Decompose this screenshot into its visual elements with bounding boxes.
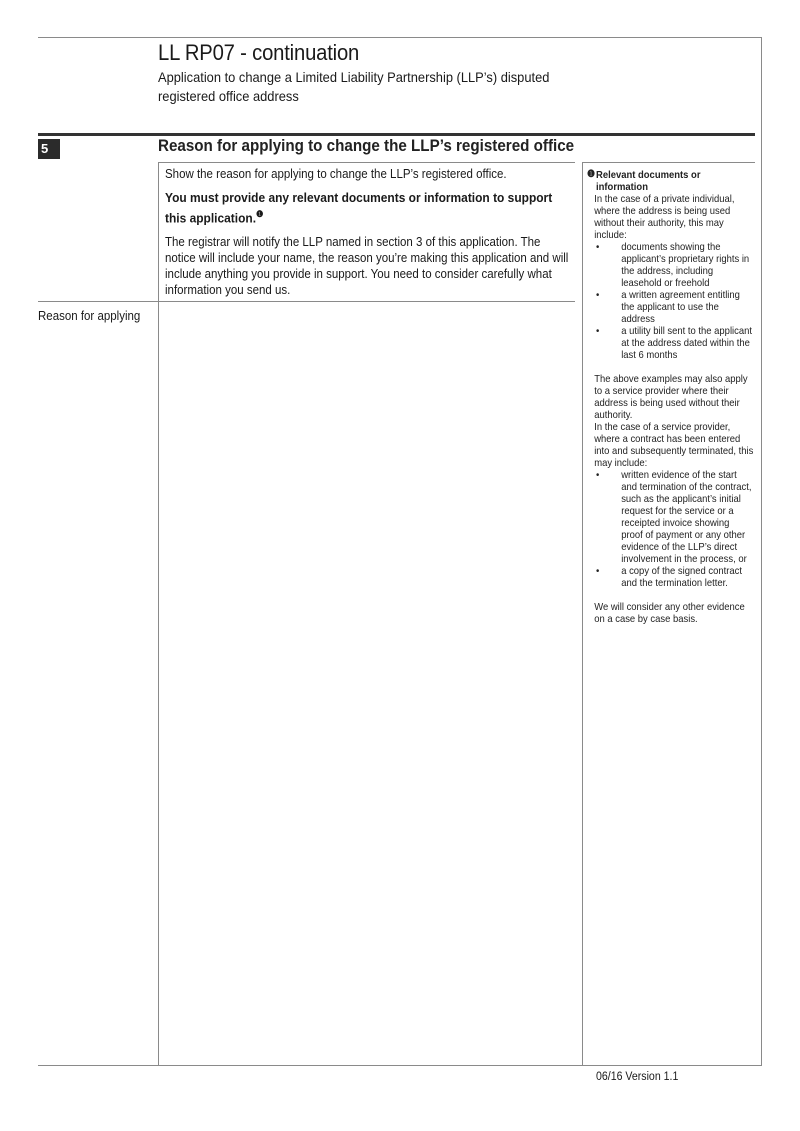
guidance-box-left	[582, 162, 583, 1066]
version-label: 06/16 Version 1.1	[596, 1071, 679, 1083]
instruction-line: Show the reason for applying to change the LLP’s registered office.	[165, 167, 507, 181]
guidance-heading	[587, 169, 754, 193]
frame-top-border	[38, 37, 761, 38]
provider-evidence-list	[594, 469, 753, 589]
guidance-closing: We will consider any other evidence on a case by case basis.	[594, 601, 745, 625]
individual-evidence-list	[594, 241, 753, 361]
instruction-box-left	[158, 162, 159, 1066]
bullet-icon: •	[596, 565, 600, 577]
instruction-box-top	[158, 162, 575, 163]
service-provider-intro: In the case of a service provider, where a contract has been entered into and subsequently terminated, this may include:	[594, 421, 754, 469]
section-number-badge: 5	[38, 139, 60, 159]
list-item: • written evidence of the start and termination of the contract, such as the applicant’s initial request for the service or a receipted invoice showing proof of payment or any other evidence of the LLP’s direct involvement in the process, or	[596, 469, 752, 565]
form-title: LL RP07 - continuation	[158, 40, 360, 65]
section-title: Reason for applying to change the LLP’s registered office	[158, 137, 575, 155]
list-item: • documents showing the applicant’s proprietary rights in the address, including leasehold or freehold	[596, 241, 750, 289]
guidance-body	[587, 193, 754, 625]
form-subtitle-line-2: registered office address	[158, 88, 299, 104]
bullet-icon: •	[596, 325, 600, 337]
section-divider	[38, 133, 755, 136]
reason-for-applying-input[interactable]	[160, 303, 574, 1063]
info-icon: ❶	[587, 169, 596, 180]
bullet-icon: •	[596, 289, 600, 301]
list-item: • a utility bill sent to the applicant at the address dated within the last 6 months	[596, 325, 753, 361]
service-provider-note: The above examples may also apply to a service provider where their address is being used without their authority.	[594, 373, 748, 421]
list-item: • a written agreement entitling the applicant to use the address	[596, 289, 740, 325]
frame-bottom-border	[38, 1065, 762, 1066]
guidance-panel	[587, 169, 754, 625]
reason-field-label: Reason for applying	[38, 309, 141, 323]
instruction-required	[165, 190, 570, 226]
list-item: • a copy of the signed contract and the termination letter.	[596, 565, 743, 589]
frame-right-border	[761, 37, 762, 1066]
info-icon: ❶	[256, 209, 264, 219]
instruction-required-text: You must provide any relevant documents or information to support this application.	[165, 190, 553, 226]
form-subtitle	[158, 68, 618, 106]
bullet-icon: •	[596, 241, 600, 253]
guidance-box-top	[582, 162, 755, 163]
instructions	[165, 166, 570, 306]
guidance-intro: In the case of a private individual, where the address is being used without their authority, this may include:	[594, 193, 735, 241]
guidance-heading-text: Relevant documents or information	[596, 169, 701, 193]
form-subtitle-line-1: Application to change a Limited Liability Partnership (LLP’s) disputed	[158, 69, 550, 85]
bullet-icon: •	[596, 469, 600, 481]
instruction-notice: The registrar will notify the LLP named in section 3 of this application. The notice will include your name, the reason you’re making this application and will include anything you provide in support. You need to consider carefully what information you send us.	[165, 235, 569, 298]
